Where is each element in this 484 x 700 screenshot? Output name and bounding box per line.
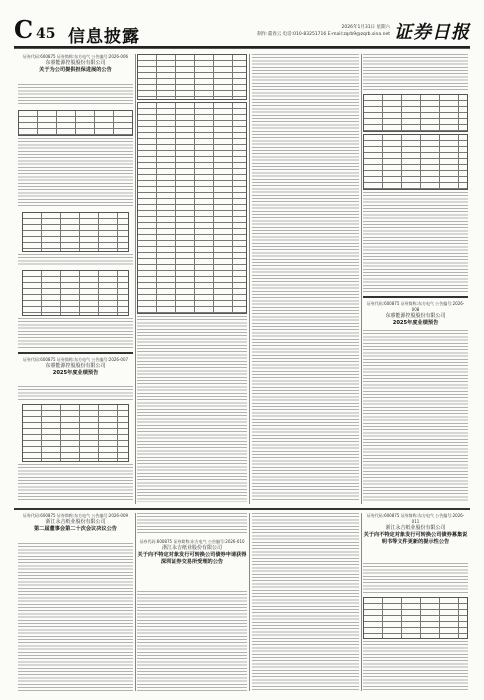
- announcement-code: 证券代码:600875 证券简称:东方电气 公告编号:2026-008: [366, 301, 465, 312]
- body-text: [363, 563, 468, 593]
- announcement-code: 证券代码:600875 证券简称:东方电气 公告编号:2026-007: [22, 357, 129, 362]
- column-divider: [361, 513, 362, 691]
- body-text: [18, 84, 133, 106]
- section-divider: [18, 352, 133, 354]
- company-name: 浙江永吉纸业股份有限公司: [161, 545, 222, 551]
- column-1: [18, 54, 133, 504]
- body-text: [363, 54, 468, 90]
- body-text: [137, 316, 247, 502]
- data-table: [363, 134, 468, 190]
- announcement-title-5: [137, 539, 247, 566]
- data-table: [22, 270, 129, 316]
- data-table: [22, 404, 129, 462]
- column-divider: [135, 513, 136, 691]
- body-text: [18, 543, 133, 691]
- column-3: [252, 54, 359, 504]
- body-text: [363, 192, 468, 292]
- announcement-title-3: [363, 301, 468, 327]
- column-divider: [361, 54, 362, 504]
- header-rule: [14, 48, 470, 49]
- section-divider: [363, 296, 468, 298]
- company-name: 浙江永吉纸业股份有限公司: [385, 525, 446, 531]
- announcement-subject: 2025年度业绩预告: [392, 320, 439, 326]
- announcement-subject: 关于为公司提供担保进展的公告: [39, 67, 112, 73]
- body-text: [18, 254, 133, 266]
- section-title: 信息披露: [68, 27, 140, 47]
- newspaper-logo: 证券日报: [394, 22, 470, 43]
- announcement-subject: 2025年度业绩预告: [52, 370, 99, 376]
- body-text: [363, 641, 468, 691]
- body-text: [18, 318, 133, 348]
- data-table: [22, 212, 129, 252]
- announcement-title-4: [18, 513, 133, 533]
- header-info: [257, 24, 390, 38]
- column-4: [363, 54, 468, 504]
- section-divider: [14, 508, 470, 510]
- header-date: 2026年1月31日 星期六: [341, 25, 390, 30]
- column-divider: [135, 54, 136, 504]
- body-text: [18, 464, 133, 500]
- body-text: [137, 591, 247, 691]
- body-text: [18, 386, 133, 400]
- company-name: 东睿能源控股股份有限公司: [45, 363, 106, 369]
- data-table: [363, 597, 468, 639]
- body-text: [363, 330, 468, 502]
- announcement-subject: 关于向不特定对象发行可转换公司债券募集说明书等文件更新的提示性公告: [363, 532, 468, 545]
- announcement-title-6: [363, 513, 468, 546]
- section-number: 45: [36, 26, 56, 42]
- announcement-code: 证券代码:600875 证券简称:东方电气 公告编号:2026-006: [22, 54, 129, 59]
- announcement-code: 证券代码:600875 证券简称:东方电气 公告编号:2026-010: [139, 539, 245, 544]
- section-letter: C: [14, 15, 34, 44]
- company-name: 东睿能源控股股份有限公司: [45, 60, 106, 66]
- announcement-subject: 第二届董事会第二十次会议决议公告: [33, 526, 117, 532]
- masthead: [14, 15, 470, 48]
- announcement-subject: 关于向不特定对象发行可转换公司债券申请获得深圳证券交易所受理的公告: [137, 552, 247, 565]
- body-text: [137, 513, 247, 535]
- data-table: [137, 102, 247, 314]
- data-table: [363, 94, 468, 132]
- column-2: [137, 54, 247, 504]
- announcement-code: 证券代码:600875 证券简称:东方电气 公告编号:2026-009: [22, 513, 129, 518]
- lower-column-2: [137, 513, 247, 693]
- announcement-title-1: [18, 54, 133, 74]
- body-text: [18, 138, 133, 208]
- body-text: [252, 513, 359, 691]
- body-text: [252, 54, 359, 502]
- lower-column-1: [18, 513, 133, 693]
- column-divider: [249, 54, 250, 504]
- data-table: [137, 54, 247, 100]
- company-name: 东睿能源控股股份有限公司: [385, 313, 446, 319]
- data-table: [18, 110, 133, 136]
- lower-column-4: [363, 513, 468, 693]
- announcement-title-2: [18, 357, 133, 377]
- announcement-code: 证券代码:600875 证券简称:东方电气 公告编号:2026-011: [366, 513, 465, 524]
- header-contact: 制作:董春云 电话:010-83251716 E-mail:zqrb9@zqrb.sina.net: [257, 32, 390, 37]
- company-name: 浙江永吉纸业股份有限公司: [45, 519, 106, 525]
- column-divider: [249, 513, 250, 691]
- lower-column-3: [252, 513, 359, 693]
